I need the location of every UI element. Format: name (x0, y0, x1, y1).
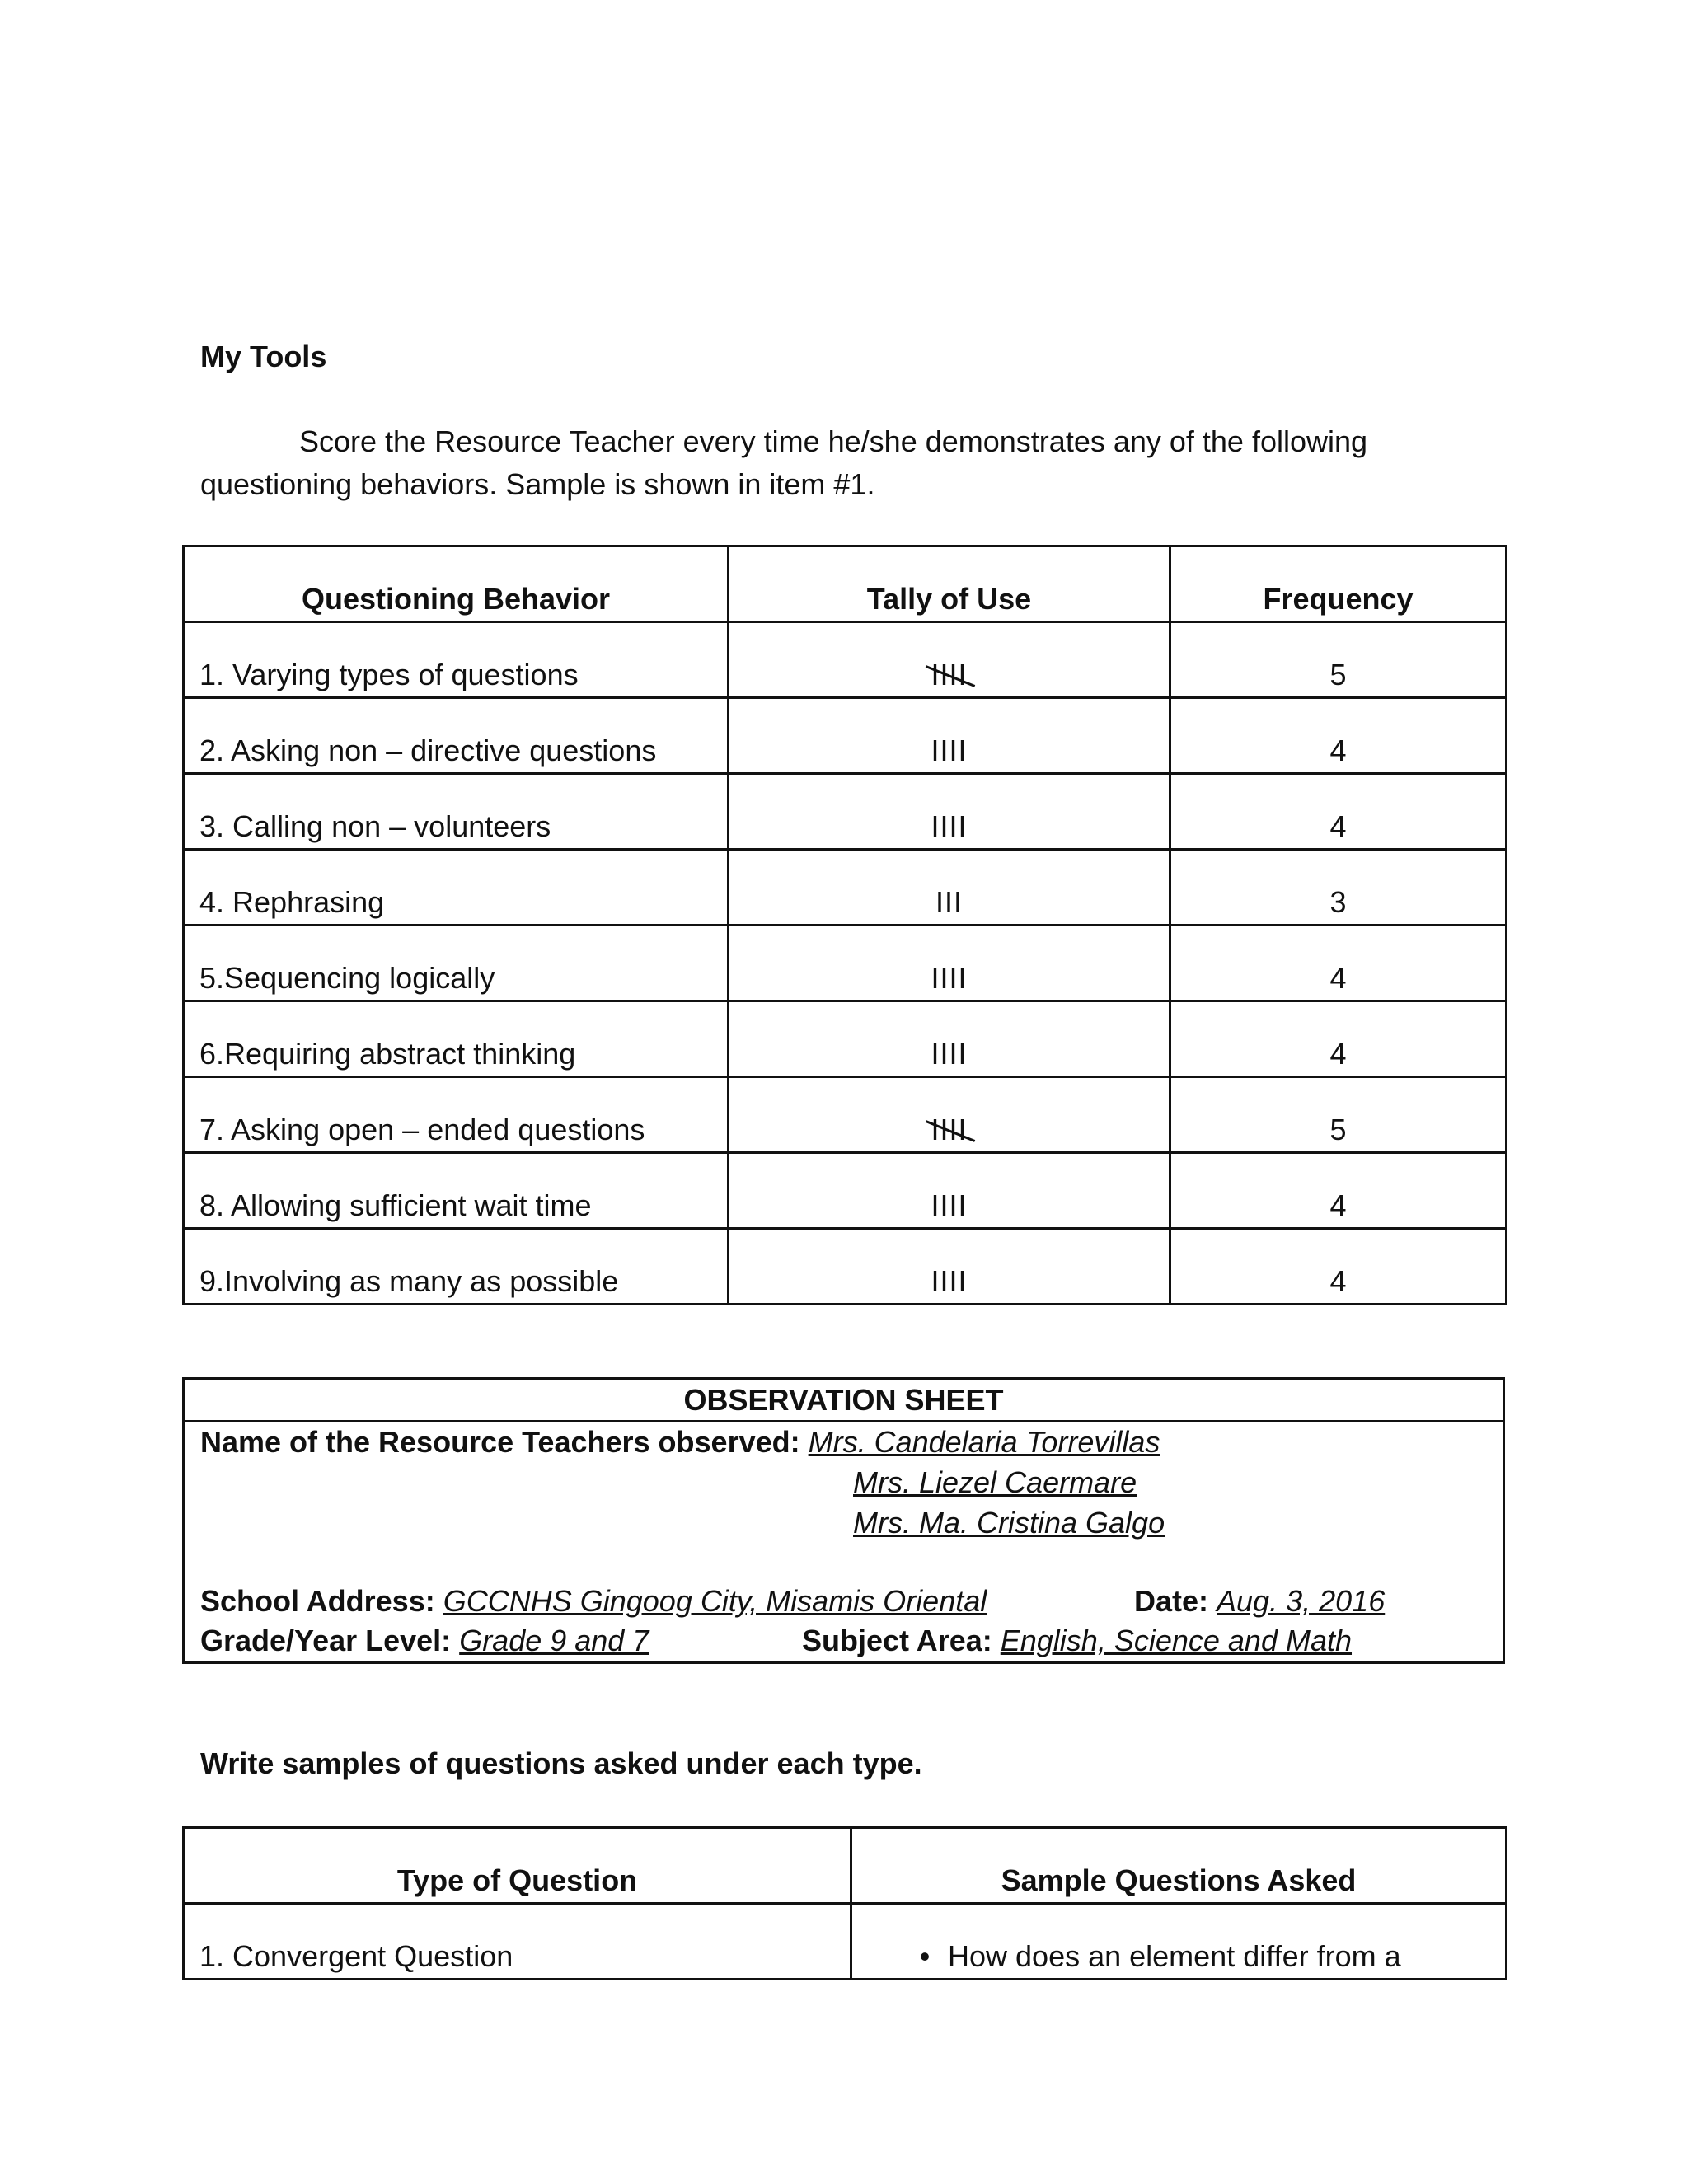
teachers-observed-label: Name of the Resource Teachers observed: (200, 1425, 800, 1459)
table-row (184, 698, 1507, 774)
frequency-cell: 5 (1170, 1077, 1507, 1153)
instruction-text: Write samples of questions asked under each type. (200, 1746, 922, 1780)
sample-question-text: How does an element differ from a (948, 1939, 1401, 1973)
question-types-table (182, 1826, 1507, 1980)
section-heading: My Tools (200, 340, 327, 373)
behavior-cell: 3. Calling non – volunteers (184, 774, 729, 850)
table-row (184, 1001, 1507, 1077)
sample-question-cell (851, 1904, 1507, 1980)
intro-line-2: questioning behaviors. Sample is shown in item #1. (200, 467, 875, 501)
subject-area-value: English, Science and Math (1000, 1624, 1353, 1657)
subject-area-line (802, 1621, 1352, 1661)
table-row (184, 622, 1507, 698)
tally-mark: IIII (931, 1264, 968, 1298)
behavior-cell: 7. Asking open – ended questions (184, 1077, 729, 1153)
frequency-cell: 4 (1170, 698, 1507, 774)
intro-line-1: Score the Resource Teacher every time he/she demonstrates any of the following (299, 424, 1368, 458)
frequency-cell: 4 (1170, 1153, 1507, 1229)
frequency-cell: 4 (1170, 1001, 1507, 1077)
frequency-cell: 5 (1170, 622, 1507, 698)
grade-level-line (200, 1621, 649, 1661)
bullet-icon: • (919, 1939, 931, 1973)
table-row (184, 1229, 1507, 1305)
teacher-line (853, 1463, 1137, 1502)
table-row (184, 1077, 1507, 1153)
teacher-name: Mrs. Ma. Cristina Galgo (853, 1506, 1165, 1540)
table-row (184, 850, 1507, 926)
grade-level-value: Grade 9 and 7 (459, 1624, 649, 1657)
table-row (184, 926, 1507, 1001)
teacher-name: Mrs. Candelaria Torrevillas (808, 1425, 1160, 1459)
behavior-cell: 2. Asking non – directive questions (184, 698, 729, 774)
frequency-cell: 4 (1170, 926, 1507, 1001)
tally-mark: IIII (931, 733, 968, 767)
grade-level-label: Grade/Year Level: (200, 1624, 452, 1657)
tally-cell (729, 1153, 1170, 1229)
table-row (184, 1153, 1507, 1229)
frequency-cell: 3 (1170, 850, 1507, 926)
table-row (184, 1904, 1507, 1980)
subject-area-label: Subject Area: (802, 1624, 992, 1657)
column-header-tally: Tally of Use (729, 546, 1170, 622)
tally-mark: IIII (931, 1037, 968, 1071)
date-line (1134, 1582, 1385, 1621)
behavior-cell: 9.Involving as many as possible (184, 1229, 729, 1305)
tally-mark: IIII (931, 1113, 968, 1146)
teacher-line (853, 1503, 1165, 1543)
column-header-behavior: Questioning Behavior (184, 546, 729, 622)
questioning-behavior-table (182, 545, 1507, 1305)
teacher-name: Mrs. Liezel Caermare (853, 1465, 1137, 1499)
table-header-row (184, 1828, 1507, 1904)
question-type-cell: 1. Convergent Question (184, 1904, 851, 1980)
behavior-cell: 8. Allowing sufficient wait time (184, 1153, 729, 1229)
teachers-observed-line (200, 1422, 1160, 1462)
school-address-line (200, 1582, 987, 1621)
behavior-cell: 6.Requiring abstract thinking (184, 1001, 729, 1077)
tally-cell (729, 774, 1170, 850)
column-header-samples: Sample Questions Asked (851, 1828, 1507, 1904)
tally-cell (729, 1077, 1170, 1153)
date-label: Date: (1134, 1584, 1209, 1618)
table-row (184, 774, 1507, 850)
column-header-frequency: Frequency (1170, 546, 1507, 622)
frequency-cell: 4 (1170, 774, 1507, 850)
date-value: Aug. 3, 2016 (1217, 1584, 1386, 1618)
behavior-cell: 4. Rephrasing (184, 850, 729, 926)
tally-cell (729, 622, 1170, 698)
observation-sheet-title: OBSERVATION SHEET (185, 1380, 1503, 1422)
tally-mark: III (935, 885, 963, 919)
tally-cell (729, 1229, 1170, 1305)
tally-cell (729, 698, 1170, 774)
tally-cell (729, 1001, 1170, 1077)
tally-cell (729, 850, 1170, 926)
tally-mark: IIII (931, 658, 968, 691)
behavior-cell: 5.Sequencing logically (184, 926, 729, 1001)
school-address-value: GCCNHS Gingoog City, Misamis Oriental (443, 1584, 987, 1618)
intro-paragraph (200, 420, 1470, 506)
column-header-type: Type of Question (184, 1828, 851, 1904)
tally-cell (729, 926, 1170, 1001)
tally-mark: IIII (931, 809, 968, 843)
observation-sheet (182, 1377, 1505, 1664)
tally-mark: IIII (931, 1188, 968, 1222)
tally-mark: IIII (931, 961, 968, 995)
school-address-label: School Address: (200, 1584, 435, 1618)
behavior-cell: 1. Varying types of questions (184, 622, 729, 698)
frequency-cell: 4 (1170, 1229, 1507, 1305)
table-header-row (184, 546, 1507, 622)
